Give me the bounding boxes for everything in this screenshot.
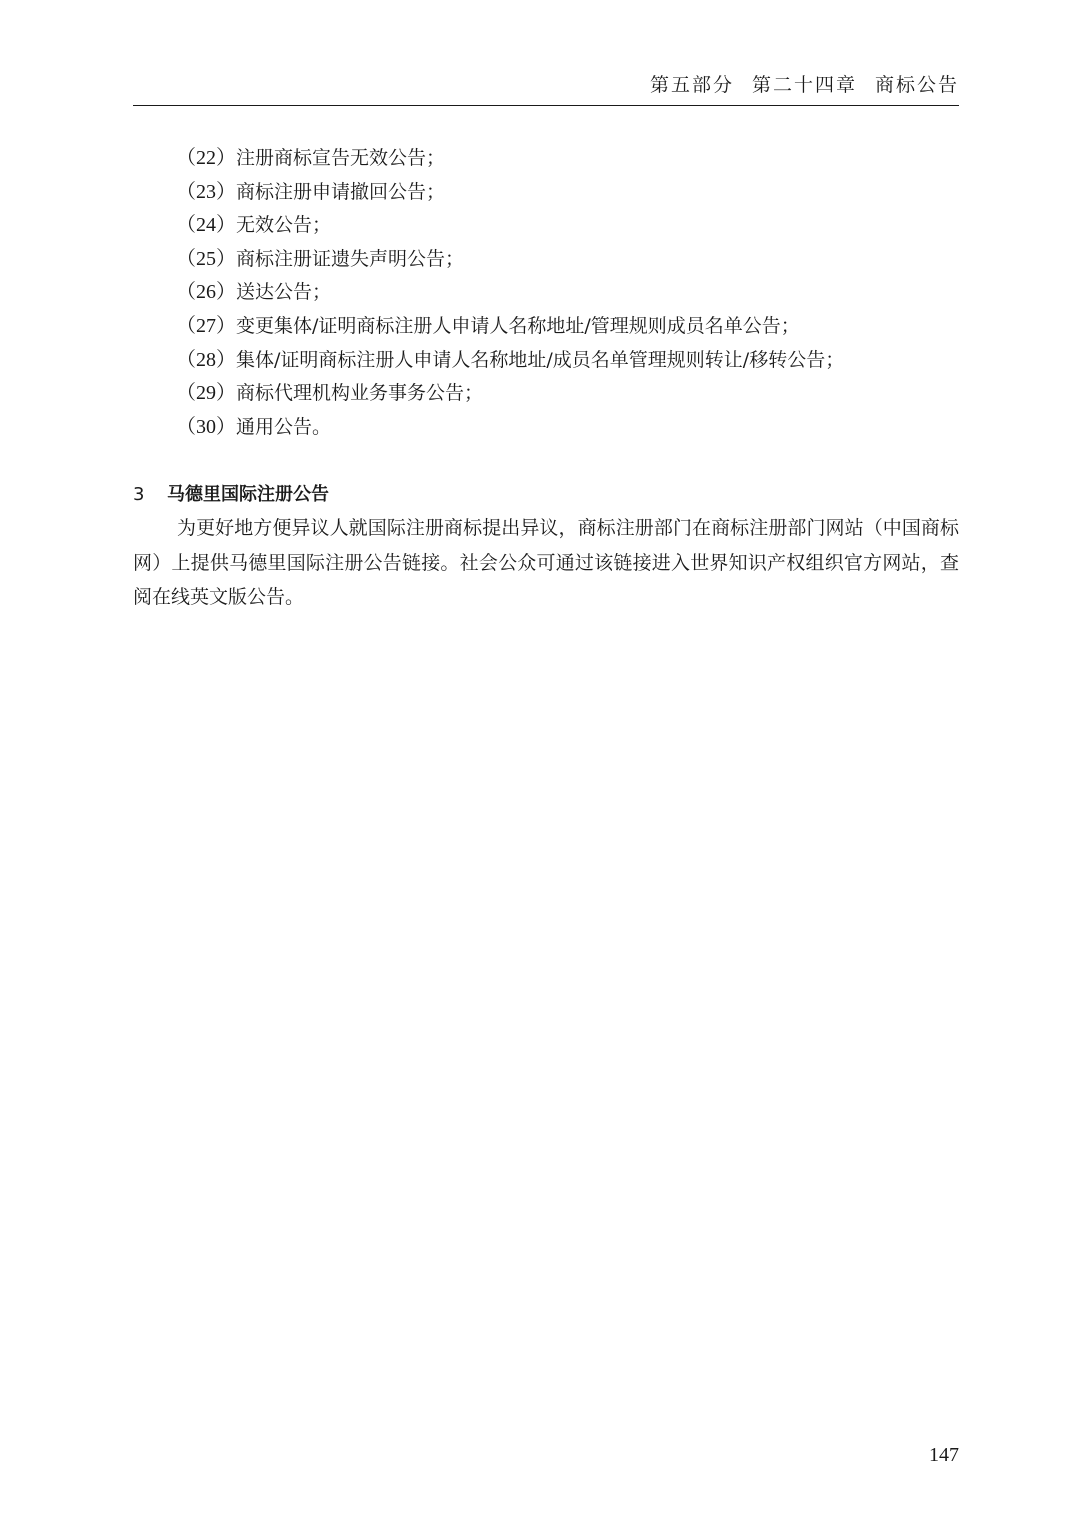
list-item-number: （24） — [176, 214, 236, 237]
list-item-text: 注册商标宣告无效公告； — [236, 147, 446, 169]
list-item-number: （26） — [176, 281, 236, 304]
list-item-number: （23） — [176, 180, 236, 203]
list-item-number: （30） — [176, 415, 236, 438]
page-number: 147 — [929, 1444, 959, 1466]
list-item — [176, 310, 959, 344]
list-item-text: 通用公告。 — [236, 415, 332, 438]
section-paragraph: 为更好地方便异议人就国际注册商标提出异议，商标注册部门在商标注册部门网站（中国商标网）上提供马德里国际注册公告链接。社会公众可通过该链接进入世界知识产权组织官方网站，查阅在线英文版公告。 — [133, 517, 959, 608]
list-item-number: （27） — [176, 314, 236, 337]
list-item-text: 商标注册证遗失声明公告； — [236, 247, 465, 270]
announcement-type-list — [176, 142, 959, 444]
list-item-text: 商标代理机构业务事务公告； — [236, 382, 484, 405]
list-item — [176, 142, 959, 176]
list-item-number: （25） — [176, 247, 236, 270]
list-item-number: （28） — [176, 348, 236, 371]
section-heading — [133, 480, 959, 510]
running-header — [133, 70, 959, 100]
list-item-text: 变更集体/证明商标注册人申请人名称地址/管理规则成员名单公告； — [236, 314, 800, 337]
list-item-text: 集体/证明商标注册人申请人名称地址/成员名单管理规则转让/移转公告； — [236, 348, 845, 371]
list-item — [176, 243, 959, 277]
list-item — [176, 411, 959, 445]
section-number: 3 — [133, 484, 145, 505]
list-item-text: 商标注册申请撤回公告； — [236, 180, 446, 203]
list-item — [176, 344, 959, 378]
header-divider — [133, 105, 959, 106]
header-title: 商标公告 — [874, 74, 959, 96]
section-title: 马德里国际注册公告 — [167, 484, 329, 505]
list-item-number: （22） — [176, 147, 236, 169]
list-item — [176, 276, 959, 310]
list-item-number: （29） — [176, 382, 236, 405]
list-item-text: 送达公告； — [236, 281, 332, 304]
list-item — [176, 377, 959, 411]
list-item — [176, 176, 959, 210]
header-part: 第五部分 — [649, 74, 734, 96]
list-item-text: 无效公告； — [236, 214, 332, 237]
header-chapter: 第二十四章 — [751, 74, 857, 96]
list-item — [176, 209, 959, 243]
